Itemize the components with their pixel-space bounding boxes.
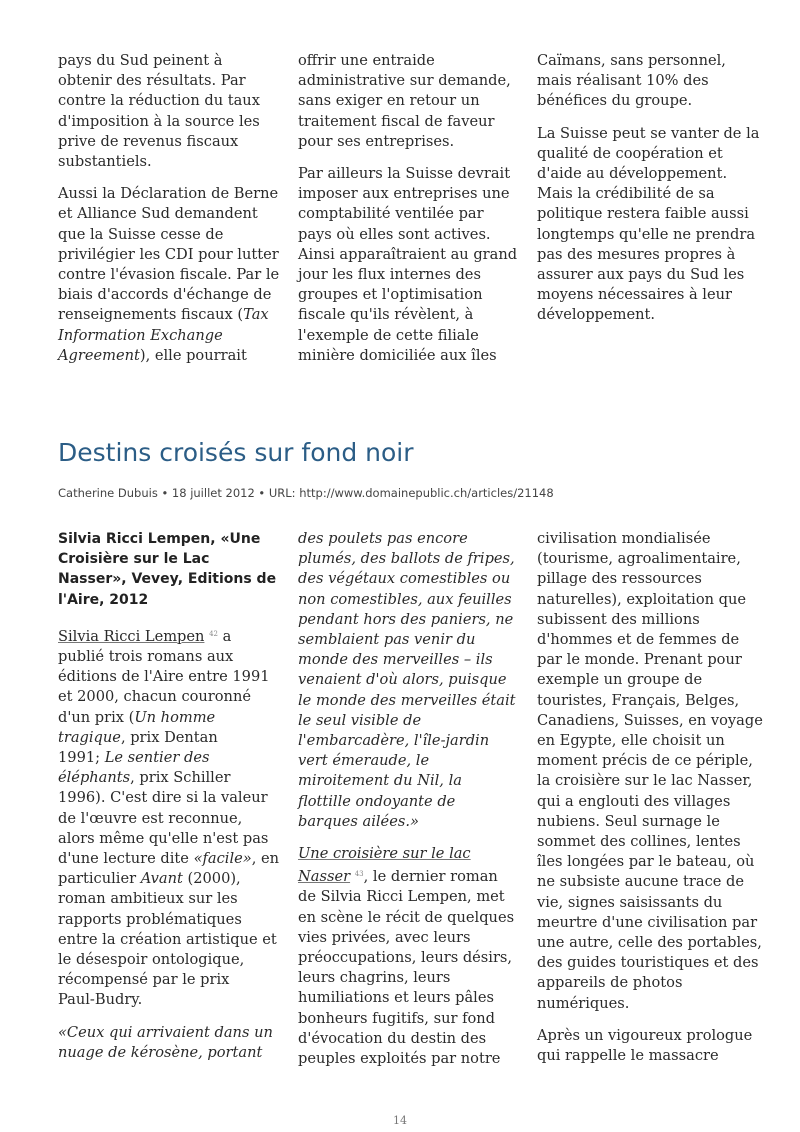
text-line: assurer aux pays du Sud les bbox=[537, 266, 745, 284]
text-line: substantiels. bbox=[58, 153, 152, 171]
text: a bbox=[218, 627, 232, 645]
italic-text: tragique bbox=[58, 728, 121, 746]
text-line: ne subsiste aucune trace de bbox=[537, 873, 745, 891]
text-line: par le monde. Prenant pour bbox=[537, 651, 742, 669]
text-line: meurtre d'une civilisation par bbox=[537, 913, 758, 931]
text: d'une lecture dite bbox=[58, 850, 194, 868]
italic-text: Un homme bbox=[134, 708, 216, 726]
text-line: non comestibles, aux feuilles bbox=[298, 590, 512, 608]
text-line: venaient d'où alors, puisque bbox=[298, 671, 507, 689]
text: d'un prix ( bbox=[58, 708, 135, 726]
text-line: Paul-Budry. bbox=[58, 991, 143, 1009]
italic-text: «facile» bbox=[193, 850, 252, 868]
text: renseignements fiscaux ( bbox=[58, 306, 244, 324]
text-line bbox=[58, 305, 274, 325]
text: particulier bbox=[58, 870, 141, 888]
text-line: pays où elles sont actives. bbox=[298, 225, 491, 243]
text-line bbox=[58, 869, 274, 889]
text-line: obtenir des résultats. Par bbox=[58, 72, 246, 90]
text-line: l'exemple de cette filiale bbox=[298, 326, 479, 344]
text-line: contre l'évasion fiscale. Par le bbox=[58, 266, 280, 284]
text-line bbox=[58, 624, 274, 647]
italic-text: éléphants bbox=[58, 769, 131, 787]
text-line: civilisation mondialisée bbox=[537, 530, 711, 547]
text-line: le monde des merveilles était bbox=[298, 691, 516, 709]
paragraph bbox=[537, 1026, 753, 1066]
text-line: groupes et l'optimisation bbox=[298, 286, 483, 304]
text-line: une autre, celle des portables, bbox=[537, 934, 762, 952]
text-line bbox=[58, 346, 274, 366]
top-column-2 bbox=[298, 51, 518, 378]
text-line: l'embarcadère, l'île-jardin bbox=[298, 732, 490, 750]
text-line: minière domiciliée aux îles bbox=[298, 346, 497, 364]
text-line bbox=[58, 708, 274, 728]
text-line: Croisière sur le Lac bbox=[58, 551, 210, 568]
text-line: de Silvia Ricci Lempen, met bbox=[298, 888, 505, 906]
book-link[interactable]: Nasser bbox=[298, 868, 351, 886]
text-line: qualité de coopération et bbox=[537, 144, 723, 162]
text-line: qui rappelle le massacre bbox=[537, 1047, 719, 1065]
text-line bbox=[298, 864, 514, 887]
text-line: le seul visible de bbox=[298, 711, 422, 729]
paragraph bbox=[58, 51, 274, 172]
text-line: sommet des collines, lentes bbox=[537, 833, 741, 851]
text-line: éditions de l'Aire entre 1991 bbox=[58, 668, 270, 686]
text-line: Aussi la Déclaration de Berne bbox=[58, 185, 279, 203]
text-line: publié trois romans aux bbox=[58, 648, 234, 666]
text-line: de l'œuvre est reconnue, bbox=[58, 809, 243, 827]
text-line: offrir une entraide bbox=[298, 52, 435, 69]
text: ), elle pourrait bbox=[139, 346, 247, 364]
article-title: Destins croisés sur fond noir bbox=[58, 438, 414, 467]
text-line: pendant hors des paniers, ne bbox=[298, 610, 514, 628]
paragraph bbox=[537, 124, 760, 326]
text-line: exemple un groupe de bbox=[537, 671, 703, 689]
text-line: imposer aux entreprises une bbox=[298, 185, 510, 203]
quote-paragraph bbox=[58, 1023, 274, 1063]
footnote-ref[interactable]: 42 bbox=[209, 629, 218, 638]
top-column-3 bbox=[537, 51, 760, 338]
text-line: en Egypte, elle choisit un bbox=[537, 732, 725, 750]
paragraph bbox=[537, 51, 753, 112]
italic-text: Agreement bbox=[58, 346, 140, 364]
text-line: vie, signes saisissants du bbox=[537, 893, 723, 911]
text-line: politique restera faible aussi bbox=[537, 205, 749, 223]
text-line: peuples exploités par notre bbox=[298, 1050, 501, 1068]
text-line: comptabilité ventilée par bbox=[298, 205, 484, 223]
text-line bbox=[58, 849, 280, 869]
text-line: d'évocation du destin des bbox=[298, 1029, 487, 1047]
text-line: privilégier les CDI pour lutter bbox=[58, 245, 279, 263]
text-line: Mais la crédibilité de sa bbox=[537, 185, 715, 203]
text-line: des végétaux comestibles ou bbox=[298, 570, 511, 588]
paragraph bbox=[58, 624, 280, 1011]
text-line: La Suisse peut se vanter de la bbox=[537, 124, 760, 142]
text-line: 1996). C'est dire si la valeur bbox=[58, 789, 268, 807]
text-line: pas des mesures propres à bbox=[537, 245, 736, 263]
text-line: miroitement du Nil, la bbox=[298, 772, 462, 790]
text-line: flottille ondoyante de bbox=[298, 792, 456, 810]
text-line: Silvia Ricci Lempen, «Une bbox=[58, 531, 261, 547]
text-line: la croisière sur le lac Nasser, bbox=[537, 772, 753, 790]
text-line: subissent des millions bbox=[537, 610, 700, 628]
text-line: en scène le récit de quelques bbox=[298, 908, 515, 926]
text-line bbox=[58, 728, 274, 748]
text-line: préoccupations, leurs désirs, bbox=[298, 949, 513, 967]
text: , le dernier roman bbox=[363, 868, 498, 886]
text-line: récompensé par le prix bbox=[58, 971, 230, 989]
text: , prix Schiller bbox=[130, 769, 231, 787]
text-line: Caïmans, sans personnel, bbox=[537, 52, 726, 69]
text-line: plumés, des ballots de fripes, bbox=[298, 550, 515, 568]
text-line: numériques. bbox=[537, 994, 630, 1012]
text-line: Canadiens, Suisses, en voyage bbox=[537, 711, 763, 729]
page-number: 14 bbox=[393, 1114, 407, 1127]
text-line: bonheurs fugitifs, sur fond bbox=[298, 1009, 496, 1027]
top-column-1 bbox=[58, 51, 280, 378]
text-line: jour les flux internes des bbox=[298, 266, 481, 284]
article-column-1 bbox=[58, 529, 280, 1075]
text-line: naturelles), exploitation que bbox=[537, 590, 747, 608]
text-line: pillage des ressources bbox=[537, 570, 702, 588]
paragraph bbox=[537, 529, 763, 1014]
text-line: rapports problématiques bbox=[58, 910, 242, 928]
text: , en bbox=[251, 850, 280, 868]
text-line: développement. bbox=[537, 306, 656, 324]
text-line: vies privées, avec leurs bbox=[298, 928, 471, 946]
footnote-ref[interactable]: 43 bbox=[354, 870, 364, 879]
text: , prix Dentan bbox=[120, 728, 218, 746]
text-line: le désespoir ontologique, bbox=[58, 951, 245, 969]
text-line: fiscale qu'ils révèlent, à bbox=[298, 306, 474, 324]
text: (2000), bbox=[182, 870, 241, 888]
paragraph bbox=[298, 844, 514, 1069]
text-line: roman ambitieux sur les bbox=[58, 890, 238, 908]
text-line: des poulets pas encore bbox=[298, 530, 468, 547]
text-line: et Alliance Sud demandent bbox=[58, 205, 258, 223]
text-line: semblaient pas venir du bbox=[298, 631, 476, 649]
text-line: mais réalisant 10% des bbox=[537, 72, 709, 90]
text-line: sans exiger en retour un bbox=[298, 92, 480, 110]
text-line: barques ailées.» bbox=[298, 812, 419, 830]
text-line: «Ceux qui arrivaient dans un bbox=[58, 1023, 273, 1041]
text-line: pour ses entreprises. bbox=[298, 132, 455, 150]
text-line: appareils de photos bbox=[537, 974, 683, 992]
article-column-2 bbox=[298, 529, 514, 1081]
italic-text: Le sentier des bbox=[104, 749, 210, 767]
text-line: pays du Sud peinent à bbox=[58, 52, 223, 69]
article-column-3 bbox=[537, 529, 763, 1078]
text-line: des guides touristiques et des bbox=[537, 954, 759, 972]
text-line: Par ailleurs la Suisse devrait bbox=[298, 165, 511, 183]
text-line: prive de revenus fiscaux bbox=[58, 132, 239, 150]
article-byline: Catherine Dubuis • 18 juillet 2012 • URL: http://www.domainepublic.ch/articles/21148 bbox=[58, 486, 554, 500]
paragraph bbox=[298, 51, 514, 152]
text-line: Information Exchange bbox=[58, 326, 223, 344]
text-line: îles longées par le bateau, où bbox=[537, 853, 755, 871]
quote-paragraph bbox=[298, 529, 514, 832]
text-line bbox=[58, 768, 274, 788]
book-reference bbox=[58, 529, 277, 610]
text-line: nubiens. Seul surnage le bbox=[537, 812, 720, 830]
italic-text: Tax bbox=[243, 306, 269, 324]
text-line: d'aide au développement. bbox=[537, 165, 728, 183]
text-line: leurs chagrins, leurs bbox=[298, 969, 451, 987]
text-line: entre la création artistique et bbox=[58, 930, 277, 948]
text-line: Ainsi apparaîtraient au grand bbox=[298, 245, 518, 263]
text-line: moment précis de ce périple, bbox=[537, 752, 753, 770]
text-line: l'Aire, 2012 bbox=[58, 591, 149, 608]
paragraph bbox=[298, 164, 518, 366]
text-line: administrative sur demande, bbox=[298, 72, 511, 90]
text-line: longtemps qu'elle ne prendra bbox=[537, 225, 756, 243]
text-line: Après un vigoureux prologue bbox=[537, 1026, 753, 1044]
text-line: d'imposition à la source les bbox=[58, 112, 260, 130]
author-link[interactable]: Silvia Ricci Lempen bbox=[58, 627, 205, 645]
text-line: bénéfices du groupe. bbox=[537, 92, 693, 110]
text-line: Nasser», Vevey, Editions de bbox=[58, 571, 277, 588]
text-line: d'hommes et de femmes de bbox=[537, 631, 740, 649]
text-line: et 2000, chacun couronné bbox=[58, 688, 251, 706]
text-line: qui a englouti des villages bbox=[537, 792, 731, 810]
text-line: contre la réduction du taux bbox=[58, 92, 260, 110]
text-line: vert émeraude, le bbox=[298, 752, 430, 770]
text-line: que la Suisse cesse de bbox=[58, 225, 224, 243]
text: 1991; bbox=[58, 749, 105, 767]
text-line: monde des merveilles – ils bbox=[298, 651, 493, 669]
paragraph bbox=[58, 184, 280, 366]
text-line: nuage de kérosène, portant bbox=[58, 1043, 263, 1061]
text-line: biais d'accords d'échange de bbox=[58, 286, 272, 304]
text-line: touristes, Français, Belges, bbox=[537, 691, 740, 709]
text-line bbox=[58, 748, 274, 768]
italic-text: Avant bbox=[140, 870, 183, 888]
text-line: alors même qu'elle n'est pas bbox=[58, 829, 269, 847]
text-line bbox=[298, 844, 514, 864]
text-line: (tourisme, agroalimentaire, bbox=[537, 550, 741, 568]
text-line: humiliations et leurs pâles bbox=[298, 989, 494, 1007]
book-link[interactable]: Une croisière sur le lac bbox=[298, 845, 471, 863]
text-line: moyens nécessaires à leur bbox=[537, 286, 732, 304]
text-line: traitement fiscal de faveur bbox=[298, 112, 495, 130]
